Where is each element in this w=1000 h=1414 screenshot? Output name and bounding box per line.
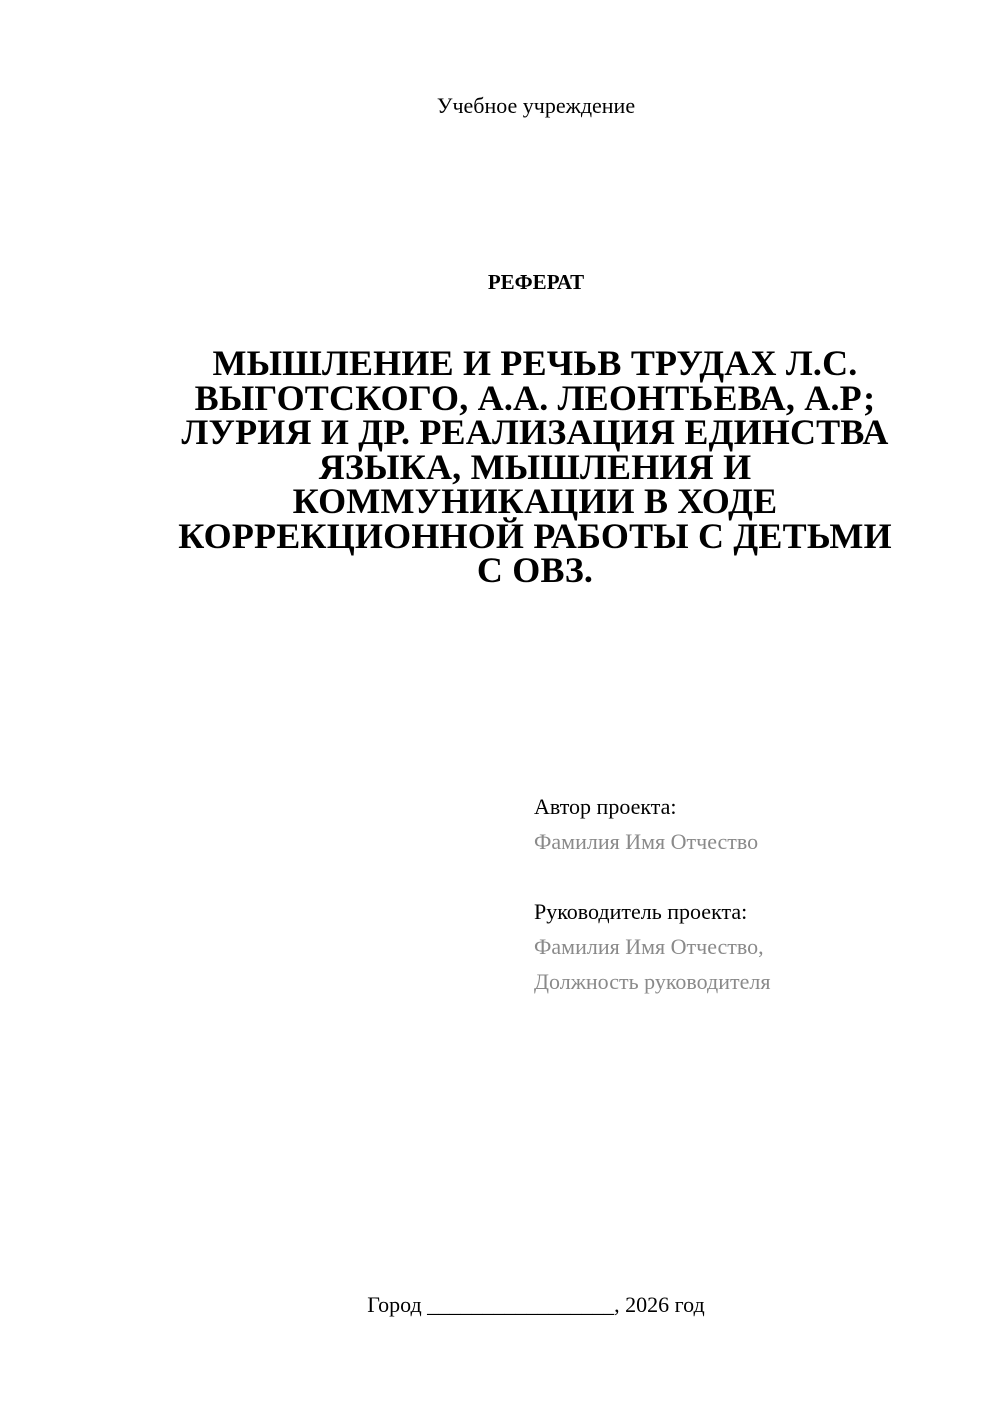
supervisor-label: Руководитель проекта: <box>534 899 748 924</box>
supervisor-name: Фамилия Имя Отчество, <box>534 934 764 959</box>
credits-block <box>534 789 974 999</box>
document-type: РЕФЕРАТ <box>487 270 585 294</box>
title-line: ЛУРИЯ И ДР. РЕАЛИЗАЦИЯ ЕДИНСТВА <box>181 412 889 452</box>
title-line: МЫШЛЕНИЕ И РЕЧЬВ ТРУДАХ Л.С. <box>212 343 858 383</box>
title-line: ВЫГОТСКОГО, А.А. ЛЕОНТЬЕВА, А.Р; <box>194 377 876 418</box>
title-line: С ОВЗ. <box>476 550 594 590</box>
title-line: ЯЗЫКА, МЫШЛЕНИЯ И <box>318 446 752 487</box>
author-label: Автор проекта: <box>534 794 677 819</box>
supervisor-position: Должность руководителя <box>534 969 771 994</box>
title-line: КОРРЕКЦИОННОЙ РАБОТЫ С ДЕТЬМИ <box>178 515 892 556</box>
credits-spacer <box>534 859 974 894</box>
institution-name: Учебное учреждение <box>436 93 636 118</box>
title-line: КОММУНИКАЦИИ В ХОДЕ <box>292 481 778 521</box>
author-name: Фамилия Имя Отчество <box>534 829 759 854</box>
document-title <box>140 343 930 590</box>
city-year: Город _________________, 2026 год <box>367 1292 705 1317</box>
